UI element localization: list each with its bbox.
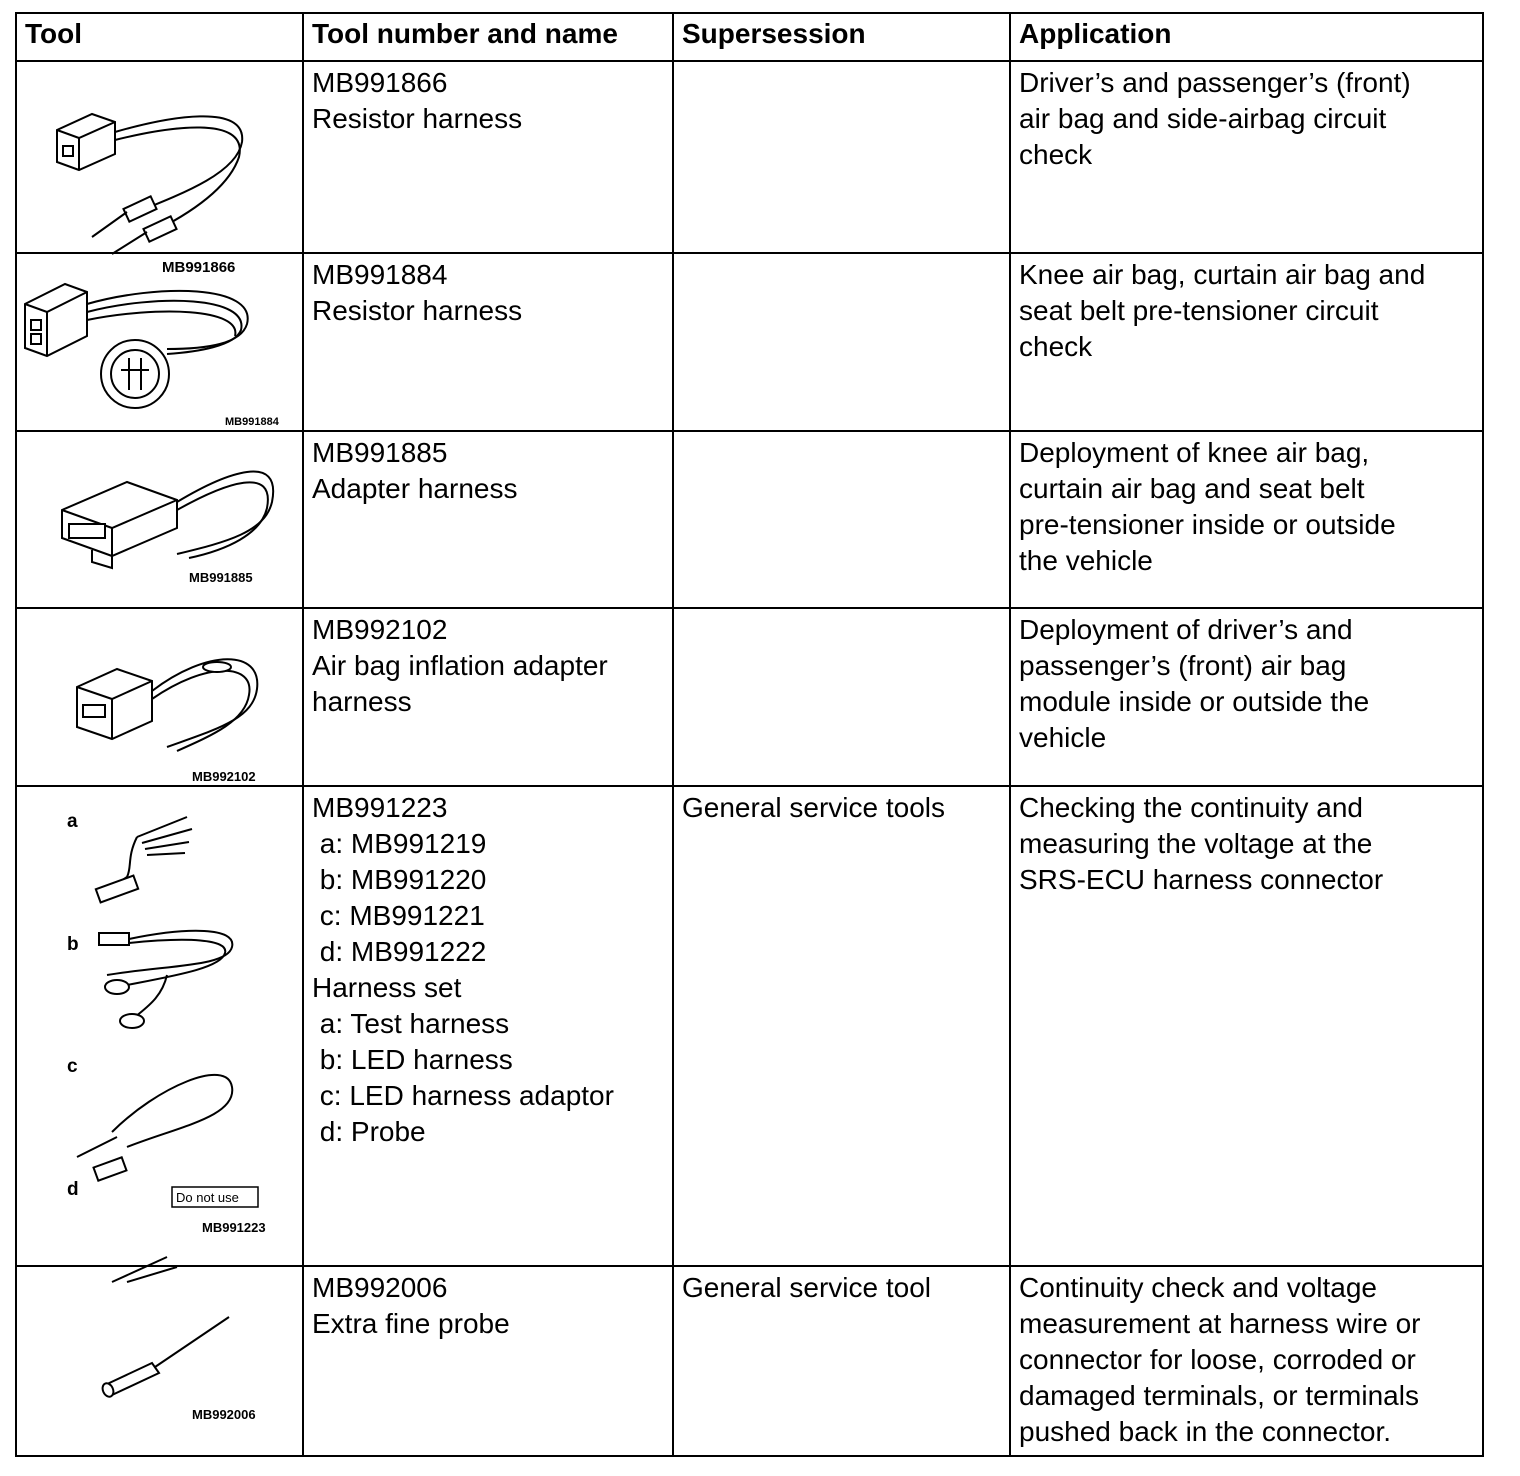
application-cell: [1010, 61, 1483, 253]
tool-name: Adapter harness: [312, 473, 518, 504]
tool-name-sub: d: Probe: [312, 1116, 426, 1147]
application-cell: [1010, 253, 1483, 431]
application-line: SRS-ECU harness connector: [1019, 864, 1384, 895]
application-line: Driver’s and passenger’s (front): [1019, 67, 1411, 98]
application-line: passenger’s (front) air bag: [1019, 650, 1347, 681]
table-row: [16, 786, 1483, 1266]
application-line: vehicle: [1019, 722, 1107, 753]
tool-name: Resistor harness: [312, 295, 523, 326]
application-line: connector for loose, corroded or: [1019, 1344, 1416, 1375]
application-line: measuring the voltage at the: [1019, 828, 1373, 859]
tool-number: MB991885: [312, 437, 448, 468]
special-tools-table: [15, 12, 1484, 1457]
supersession-cell: General service tool: [673, 1266, 1010, 1456]
tool-number-sub: d: MB991222: [312, 936, 487, 967]
resistor-harness-illustration: [17, 62, 302, 276]
do-not-use-note: Do not use: [176, 1190, 239, 1205]
tool-number: MB991866: [312, 67, 448, 98]
tool-name-sub: b: LED harness: [312, 1044, 513, 1075]
figure-label: MB991884: [225, 416, 279, 428]
application-line: Deployment of knee air bag,: [1019, 437, 1370, 468]
figure-label: MB991885: [189, 570, 253, 585]
application-line: Knee air bag, curtain air bag and: [1019, 259, 1426, 290]
application-line: Continuity check and voltage: [1019, 1272, 1377, 1303]
figure-letter-a: a: [67, 811, 78, 832]
application-cell: [1010, 786, 1483, 1266]
tool-name: Air bag inflation adapter: [312, 650, 608, 681]
tool-figure-cell: [16, 431, 303, 608]
tool-figure-cell: [16, 1266, 303, 1456]
header-tool-number: Tool number and name: [303, 13, 673, 61]
supersession-cell: General service tools: [673, 786, 1010, 1266]
application-line: measurement at harness wire or: [1019, 1308, 1421, 1339]
table-row: [16, 253, 1483, 431]
resistor-harness-illustration: [17, 254, 302, 430]
tool-figure-cell: [16, 253, 303, 431]
supersession-cell: [673, 61, 1010, 253]
tool-number-sub: c: MB991221: [312, 900, 485, 931]
tool-number-name-cell: [303, 61, 673, 253]
application-line: pre-tensioner inside or outside: [1019, 509, 1396, 540]
figure-label: MB992102: [192, 769, 256, 784]
adapter-harness-illustration: [17, 432, 302, 607]
tool-name: harness: [312, 686, 412, 717]
tool-figure-cell: [16, 786, 303, 1266]
supersession-cell: [673, 253, 1010, 431]
tool-name: Harness set: [312, 972, 462, 1003]
application-cell: [1010, 1266, 1483, 1456]
application-cell: [1010, 608, 1483, 786]
tool-name: Extra fine probe: [312, 1308, 510, 1339]
harness-set-illustration: [17, 787, 302, 1265]
tool-number-name-cell: [303, 431, 673, 608]
figure-letter-c: c: [67, 1056, 78, 1077]
tool-number-name-cell: [303, 1266, 673, 1456]
application-line: check: [1019, 139, 1093, 170]
table-row: [16, 1266, 1483, 1456]
header-supersession: Supersession: [673, 13, 1010, 61]
tool-number-name-cell: [303, 253, 673, 431]
tool-name-sub: a: Test harness: [312, 1008, 510, 1039]
tool-number-sub: a: MB991219: [312, 828, 487, 859]
header-tool: Tool: [16, 13, 303, 61]
figure-label: MB991223: [202, 1220, 266, 1235]
tool-number-name-cell: [303, 786, 673, 1266]
tool-figure-cell: [16, 608, 303, 786]
header-row: [16, 13, 1483, 61]
tool-name-sub: c: LED harness adaptor: [312, 1080, 614, 1111]
application-line: damaged terminals, or terminals: [1019, 1380, 1419, 1411]
table-row: [16, 608, 1483, 786]
tool-number: MB991884: [312, 259, 448, 290]
table-row: [16, 431, 1483, 608]
application-line: the vehicle: [1019, 545, 1153, 576]
application-line: seat belt pre-tensioner circuit: [1019, 295, 1379, 326]
application-line: air bag and side-airbag circuit: [1019, 103, 1387, 134]
application-line: pushed back in the connector.: [1019, 1416, 1392, 1447]
application-line: Deployment of driver’s and: [1019, 614, 1353, 645]
header-application: Application: [1010, 13, 1483, 61]
application-line: module inside or outside the: [1019, 686, 1370, 717]
tool-name: Resistor harness: [312, 103, 523, 134]
tool-figure-cell: [16, 61, 303, 276]
table-row: [16, 61, 1483, 253]
figure-label: MB991866: [162, 259, 236, 276]
figure-label: MB992006: [192, 1407, 256, 1422]
tool-number-sub: b: MB991220: [312, 864, 487, 895]
tool-number: MB992102: [312, 614, 448, 645]
air-bag-inflation-adapter-illustration: [17, 609, 302, 785]
extra-fine-probe-illustration: [17, 1267, 302, 1455]
figure-letter-b: b: [67, 934, 79, 955]
application-line: check: [1019, 331, 1093, 362]
application-cell: [1010, 431, 1483, 608]
application-line: curtain air bag and seat belt: [1019, 473, 1365, 504]
tool-number: MB992006: [312, 1272, 448, 1303]
tool-number: MB991223: [312, 792, 448, 823]
tool-number-name-cell: [303, 608, 673, 786]
supersession-cell: [673, 431, 1010, 608]
supersession-cell: [673, 608, 1010, 786]
figure-letter-d: d: [67, 1179, 79, 1200]
application-line: Checking the continuity and: [1019, 792, 1363, 823]
